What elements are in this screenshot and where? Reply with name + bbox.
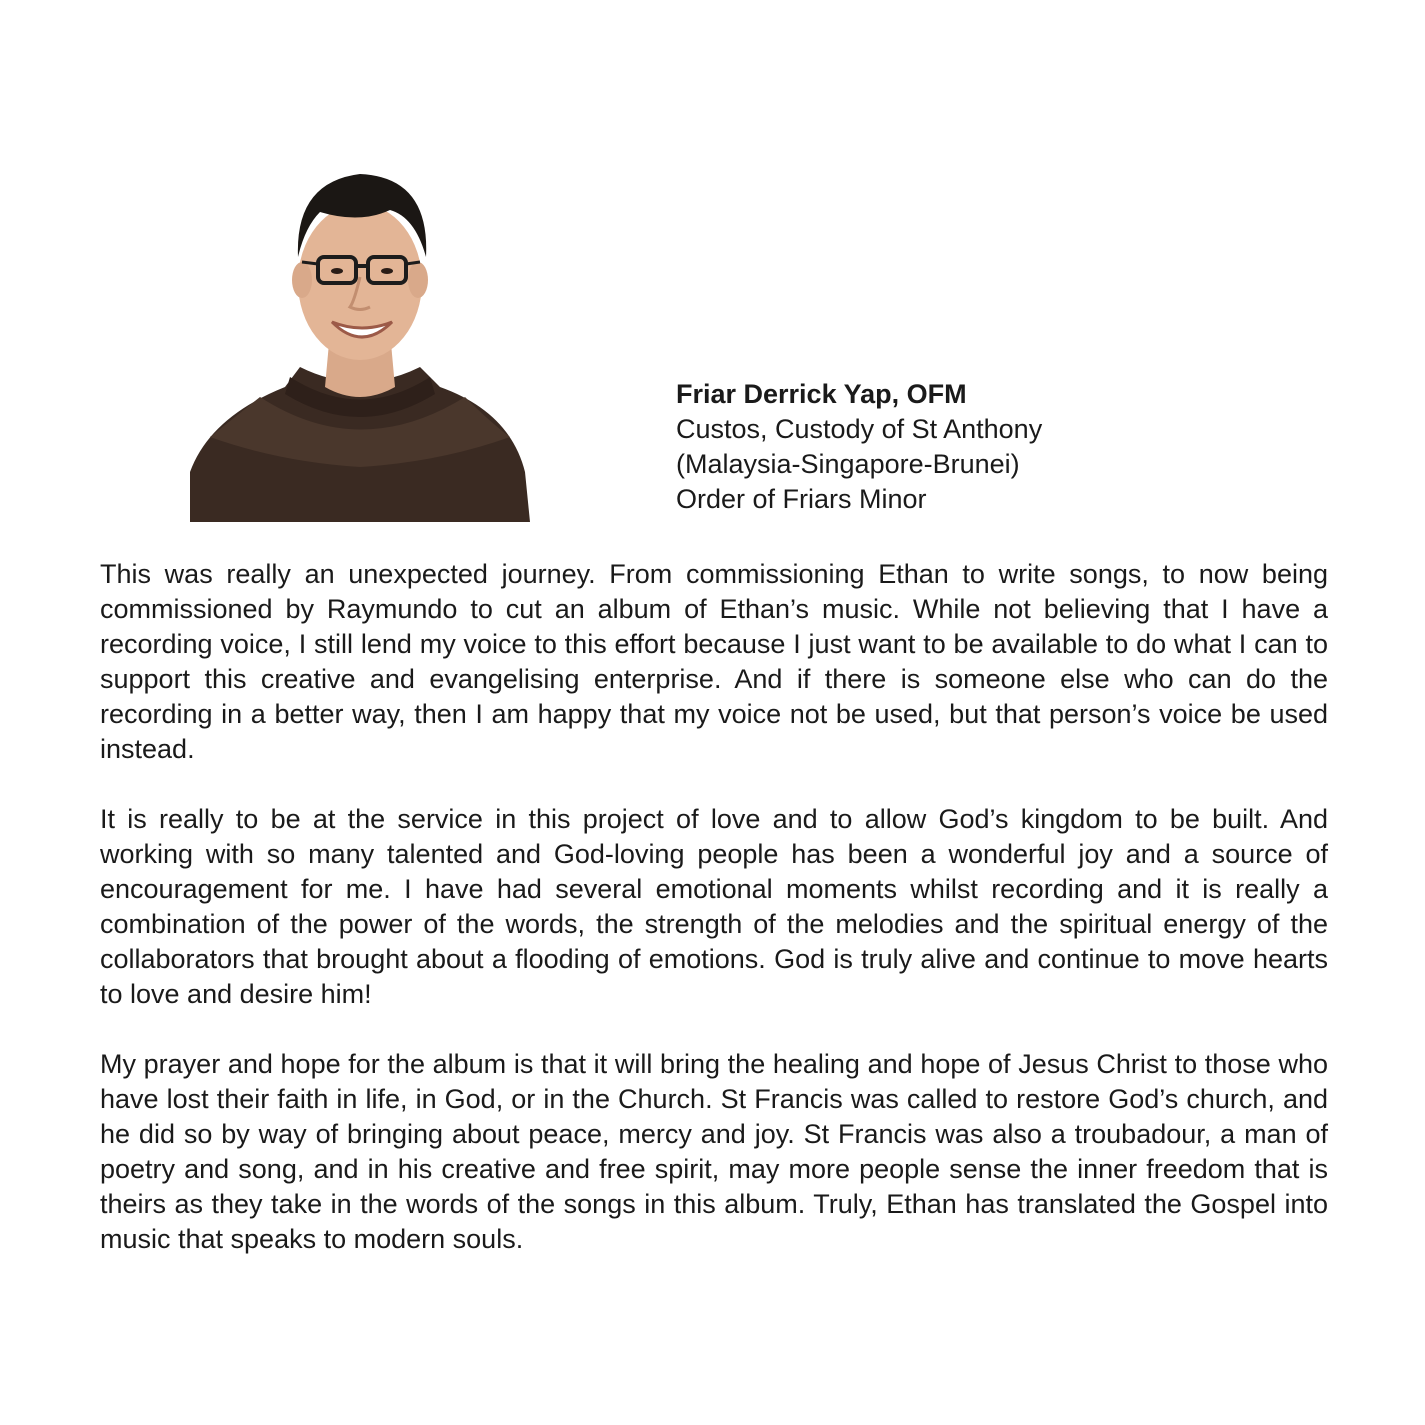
author-name: Friar Derrick Yap, OFM xyxy=(676,379,967,409)
author-region: (Malaysia-Singapore-Brunei) xyxy=(676,449,1020,479)
paragraph-3: My prayer and hope for the album is that it will bring the healing and hope of Jesus Christ to those who have lost their faith in life, in God, or in the Church. St Francis was called to restore God’s church, and he did so by way of bringing about peace, mercy and joy. St Francis was also a troubadour, a man of poetry and song, and in his creative and free spirit, may more people sense the inner freedom that is theirs as they take in the words of the songs in this album. Truly, Ethan has translated the Gospel into music that speaks to modern souls. xyxy=(100,1049,1328,1254)
paragraph-1: This was really an unexpected journey. From commissioning Ethan to write songs, to now being commissioned by Raymundo to cut an album of Ethan’s music. While not believing that I have a recording voice, I still lend my voice to this effort because I just want to be available to do what I can to support this creative and evangelising enterprise. And if there is someone else who can do the recording in a better way, then I am happy that my voice not be used, but that person’s voice be used instead. xyxy=(100,559,1328,764)
author-title: Custos, Custody of St Anthony xyxy=(676,414,1043,444)
author-order: Order of Friars Minor xyxy=(676,484,927,514)
author-portrait xyxy=(190,162,530,522)
author-credit xyxy=(676,377,1042,517)
paragraph-2: It is really to be at the service in this project of love and to allow God’s kingdom to be built. And working with so many talented and God-loving people has been a wonderful joy and a source of encouragement for me. I have had several emotional moments whilst recording and it is really a combination of the power of the words, the strength of the melodies and the spiritual energy of the collaborators that brought about a flooding of emotions. God is truly alive and continue to move hearts to love and desire him! xyxy=(100,804,1328,1009)
testimony-text xyxy=(100,557,1328,1292)
